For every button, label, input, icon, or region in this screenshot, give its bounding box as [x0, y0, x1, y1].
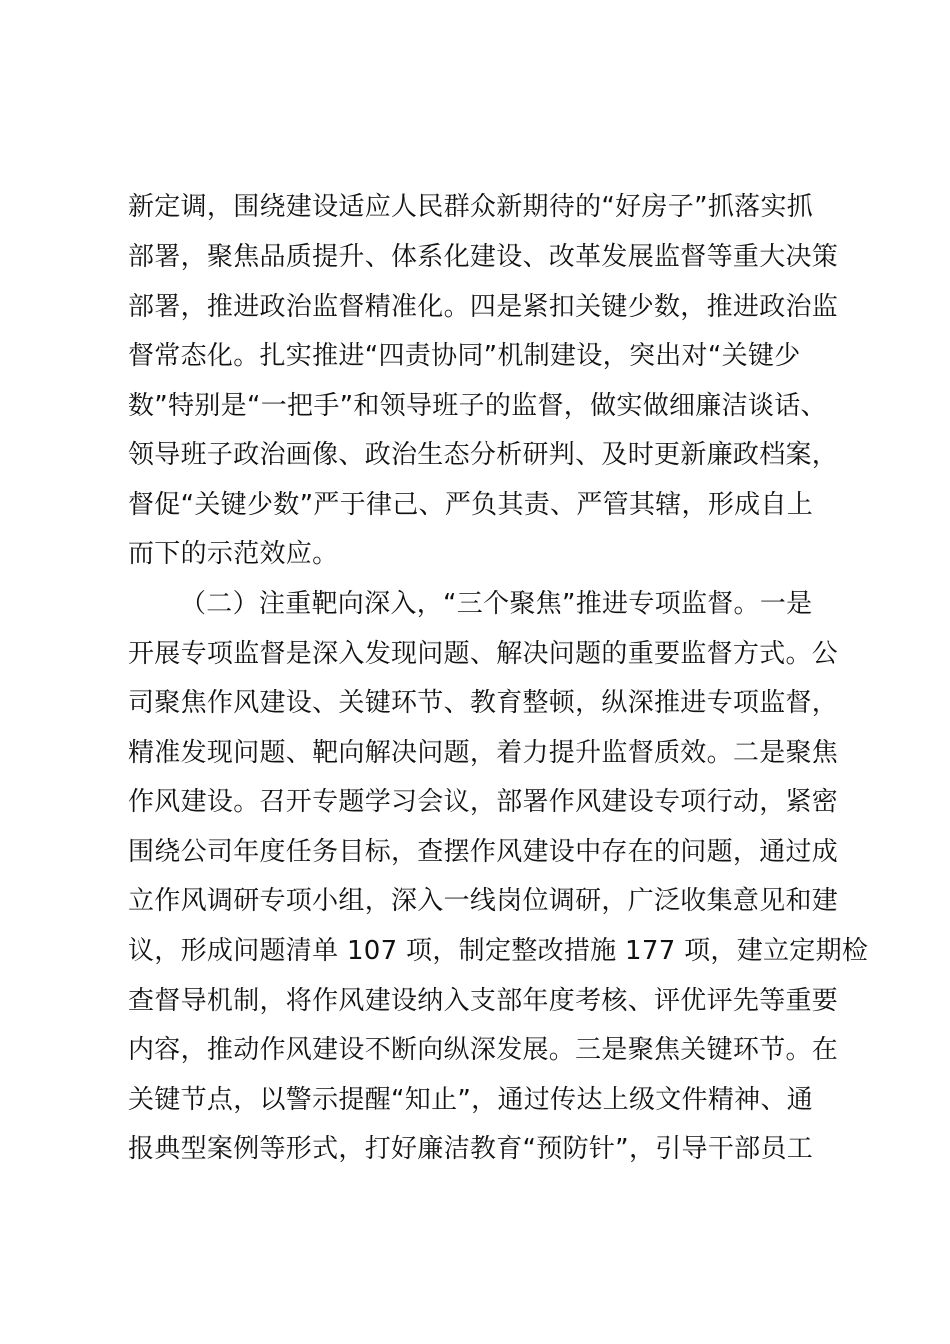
text-line: 督促“关键少数”严于律己、严负其责、严管其辖，形成自上	[128, 490, 814, 520]
text-line: 司聚焦作风建设、关键环节、教育整顿，纵深推进专项监督，	[128, 688, 839, 718]
text-line: 新定调，围绕建设适应人民群众新期待的“好房子”抓落实抓	[128, 192, 814, 222]
section-heading-line: （二）注重靶向深入，“三个聚焦”推进专项监督。一是	[180, 589, 813, 619]
text-line: 督常态化。扎实推进“四责协同”机制建设，突出对“关键少	[128, 341, 801, 371]
text-line: 部署，推进政治监督精准化。四是紧扣关键少数，推进政治监	[128, 292, 839, 322]
text-line: 内容，推动作风建设不断向纵深发展。三是聚焦关键环节。在	[128, 1035, 839, 1065]
text-line: 数”特别是“一把手”和领导班子的监督，做实做细廉洁谈话、	[128, 391, 827, 421]
text-line: 围绕公司年度任务目标，查摆作风建设中存在的问题，通过成	[128, 837, 839, 867]
text-line: 议，形成问题清单 107 项，制定整改措施 177 项，建立定期检	[128, 936, 869, 966]
text-line: 作风建设。召开专题学习会议，部署作风建设专项行动，紧密	[128, 787, 839, 817]
text-line: 而下的示范效应。	[128, 539, 339, 569]
text-line: 查督导机制，将作风建设纳入支部年度考核、评优评先等重要	[128, 986, 839, 1016]
text-line: 部署，聚焦品质提升、体系化建设、改革发展监督等重大决策	[128, 242, 839, 272]
text-line: 报典型案例等形式，打好廉洁教育“预防针”，引导干部员工	[128, 1134, 814, 1164]
text-line: 领导班子政治画像、政治生态分析研判、及时更新廉政档案，	[128, 440, 839, 470]
text-line: 立作风调研专项小组，深入一线岗位调研，广泛收集意见和建	[128, 886, 839, 916]
text-line: 关键节点，以警示提醒“知止”，通过传达上级文件精神、通	[128, 1085, 814, 1115]
text-line: 开展专项监督是深入发现问题、解决问题的重要监督方式。公	[128, 639, 839, 669]
text-line: 精准发现问题、靶向解决问题，着力提升监督质效。二是聚焦	[128, 738, 839, 768]
